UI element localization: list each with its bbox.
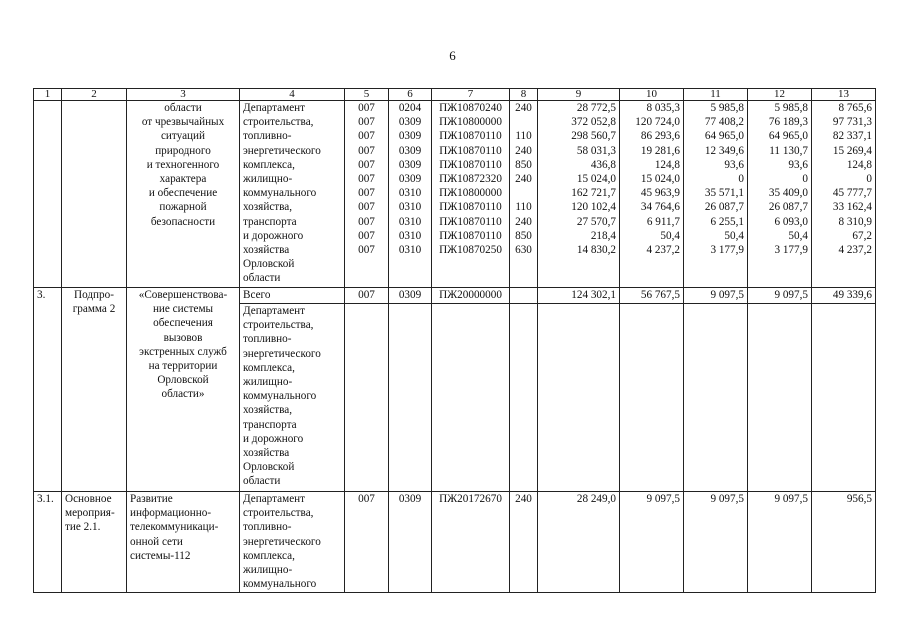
text-line: Департамент xyxy=(243,102,306,114)
text-line: хозяйства, xyxy=(243,201,293,214)
data-cell: ПЖ20000000 xyxy=(432,288,510,304)
value-line xyxy=(513,186,534,200)
value-line: 93,6 xyxy=(788,158,808,171)
value-line: 26 087,7 xyxy=(768,201,808,214)
value-line: 4 237,2 xyxy=(838,244,872,257)
text-line: энергетического xyxy=(243,347,321,360)
value-line: 3 177,9 xyxy=(710,244,744,257)
value-line: 50,4 xyxy=(788,229,808,242)
data-cell xyxy=(345,101,389,288)
executor-cell xyxy=(240,101,345,288)
text-line: Департамент xyxy=(243,493,306,505)
value-line: 007 xyxy=(358,130,375,143)
value-line: 82 337,1 xyxy=(832,130,872,143)
value-line: ПЖ10872320 xyxy=(439,173,502,186)
value-line: 007 xyxy=(358,116,375,129)
text-line: транспорта xyxy=(243,418,297,431)
text-line: энергетического xyxy=(243,144,321,157)
text-line: пожарной xyxy=(159,201,207,214)
value-line: 240 xyxy=(515,215,532,228)
value-line: 4 237,2 xyxy=(646,244,680,257)
value-line: 0309 xyxy=(398,144,422,157)
column-header: 2 xyxy=(62,89,127,101)
text-line: системы-112 xyxy=(130,549,191,562)
data-cell xyxy=(812,101,876,288)
column-header: 9 xyxy=(538,89,620,101)
value-line: 0310 xyxy=(398,187,422,200)
text-line: строительства, xyxy=(243,116,314,129)
executor-cell xyxy=(240,304,345,492)
program-title-cell xyxy=(127,492,240,593)
empty-cell xyxy=(684,304,748,492)
value-line: 93,6 xyxy=(724,158,744,171)
value-line: 124,8 xyxy=(654,158,680,171)
text-line: строительства, xyxy=(243,319,314,332)
data-cell: ПЖ20172670 xyxy=(432,492,510,593)
text-line: и дорожного xyxy=(243,432,304,445)
text-line: области xyxy=(243,272,281,285)
value-line: 007 xyxy=(358,144,375,157)
text-line: транспорта xyxy=(243,215,297,228)
value-line: 0204 xyxy=(398,102,422,114)
value-line: 8 310,9 xyxy=(838,215,872,228)
value-line: 8 765,6 xyxy=(838,102,872,114)
data-cell: 0309 xyxy=(389,492,432,593)
column-header: 7 xyxy=(432,89,510,101)
value-line: ПЖ10870240 xyxy=(439,102,502,114)
value-line: 110 xyxy=(515,130,532,143)
value-line: 120 724,0 xyxy=(635,116,680,129)
value-line: 11 130,7 xyxy=(769,144,808,157)
data-cell xyxy=(510,288,538,304)
data-cell: 007 xyxy=(345,492,389,593)
value-line: 14 830,2 xyxy=(576,244,616,257)
value-line: 630 xyxy=(515,244,532,257)
data-cell: 9 097,5 xyxy=(620,492,684,593)
value-line: 298 560,7 xyxy=(571,130,616,143)
text-line: от чрезвычайных xyxy=(141,116,225,129)
value-line: 8 035,3 xyxy=(646,102,680,114)
value-line: 3 177,9 xyxy=(774,244,808,257)
table-row xyxy=(34,492,876,593)
text-line: грамма 2 xyxy=(72,303,116,316)
value-line: 64 965,0 xyxy=(768,130,808,143)
data-cell: 240 xyxy=(510,492,538,593)
data-cell xyxy=(432,101,510,288)
text-line: ние системы xyxy=(152,303,214,316)
value-line: 45 777,7 xyxy=(832,187,872,200)
empty-cell xyxy=(510,304,538,492)
value-line: 0309 xyxy=(398,173,422,186)
value-line: 58 031,3 xyxy=(576,144,616,157)
value-line: 67,2 xyxy=(852,229,872,242)
value-line: 27 570,7 xyxy=(576,215,616,228)
text-line: коммунального xyxy=(243,578,317,591)
text-line: топливно- xyxy=(243,130,292,143)
value-line: ПЖ10870110 xyxy=(439,144,502,157)
text-line: экстренных служб xyxy=(139,345,227,358)
data-cell: 124 302,1 xyxy=(538,288,620,304)
page-number: 6 xyxy=(449,48,456,63)
text-line: строительства, xyxy=(243,507,314,520)
text-line: энергетического xyxy=(243,535,321,548)
value-line: 240 xyxy=(515,144,532,157)
value-line: 007 xyxy=(358,229,375,242)
row-number-cell: 3.1. xyxy=(34,492,62,593)
data-cell: 956,5 xyxy=(812,492,876,593)
value-line: 0 xyxy=(802,173,808,186)
text-line: онной сети xyxy=(130,535,183,548)
value-line: 372 052,8 xyxy=(571,116,616,129)
column-header: 13 xyxy=(812,89,876,101)
empty-cell xyxy=(345,304,389,492)
executor-cell xyxy=(240,492,345,593)
data-cell xyxy=(538,101,620,288)
text-line: топливно- xyxy=(243,333,292,346)
data-cell: 9 097,5 xyxy=(748,288,812,304)
empty-cell xyxy=(812,304,876,492)
text-line: хозяйства xyxy=(243,447,290,460)
text-line: «Совершенствова- xyxy=(138,289,228,301)
text-line: области xyxy=(243,475,281,488)
value-line: ПЖ10870110 xyxy=(439,130,502,143)
program-name-cell xyxy=(62,492,127,593)
value-line: 15 269,4 xyxy=(832,144,872,157)
program-name-cell xyxy=(62,288,127,492)
value-line: 77 408,2 xyxy=(704,116,744,129)
program-name-cell xyxy=(62,101,127,288)
total-label-cell: Всего xyxy=(240,288,345,304)
text-line: области xyxy=(164,102,202,114)
column-header: 8 xyxy=(510,89,538,101)
data-cell: 9 097,5 xyxy=(748,492,812,593)
value-line: 007 xyxy=(358,244,375,257)
value-line: 15 024,0 xyxy=(576,173,616,186)
text-line: комплекса, xyxy=(243,549,295,562)
value-line: 33 162,4 xyxy=(832,201,872,214)
value-line: 0309 xyxy=(398,130,422,143)
value-line: 007 xyxy=(358,187,375,200)
row-number-cell xyxy=(34,101,62,288)
text-line: комплекса, xyxy=(243,361,295,374)
value-line: 218,4 xyxy=(590,229,616,242)
value-line: 007 xyxy=(358,158,375,171)
data-cell: 9 097,5 xyxy=(684,492,748,593)
text-line: комплекса, xyxy=(243,158,295,171)
text-line: Орловской xyxy=(243,461,295,474)
value-line: ПЖ10870110 xyxy=(439,158,502,171)
value-line: 007 xyxy=(358,215,375,228)
value-line: 162 721,7 xyxy=(571,187,616,200)
text-line: информационно- xyxy=(130,507,212,520)
value-line: 34 764,6 xyxy=(640,201,680,214)
value-line: 850 xyxy=(515,158,532,171)
value-line: ПЖ10870110 xyxy=(439,201,502,214)
value-line: 26 087,7 xyxy=(704,201,744,214)
data-cell: 49 339,6 xyxy=(812,288,876,304)
empty-cell xyxy=(389,304,432,492)
value-line: 124,8 xyxy=(846,158,872,171)
column-header: 3 xyxy=(127,89,240,101)
data-cell xyxy=(389,101,432,288)
data-cell: 9 097,5 xyxy=(684,288,748,304)
value-line xyxy=(513,115,534,129)
empty-cell xyxy=(538,304,620,492)
value-line: 0309 xyxy=(398,158,422,171)
data-cell xyxy=(620,101,684,288)
text-line: жилищно- xyxy=(243,376,293,389)
value-line: 120 102,4 xyxy=(571,201,616,214)
value-line: 0310 xyxy=(398,215,422,228)
value-line: 0310 xyxy=(398,201,422,214)
empty-cell xyxy=(620,304,684,492)
text-line: области» xyxy=(161,388,205,401)
text-line: Основное xyxy=(65,493,112,505)
column-header: 5 xyxy=(345,89,389,101)
value-line: 007 xyxy=(358,201,375,214)
value-line: 5 985,8 xyxy=(774,102,808,114)
row-number-cell: 3. xyxy=(34,288,62,492)
budget-table xyxy=(33,88,876,593)
value-line: 0310 xyxy=(398,244,422,257)
value-line: 5 985,8 xyxy=(710,102,744,114)
text-line: телекоммуникаци- xyxy=(130,521,219,534)
table-row xyxy=(34,101,876,288)
value-line: 19 281,6 xyxy=(640,144,680,157)
program-title-cell xyxy=(127,101,240,288)
value-line: ПЖ10870250 xyxy=(439,244,502,257)
value-line: 436,8 xyxy=(590,158,616,171)
column-header: 4 xyxy=(240,89,345,101)
text-line: и обеспечение xyxy=(148,187,218,200)
column-header: 10 xyxy=(620,89,684,101)
column-header: 6 xyxy=(389,89,432,101)
value-line: 76 189,3 xyxy=(768,116,808,129)
value-line: 0310 xyxy=(398,229,422,242)
table-row xyxy=(34,288,876,304)
text-line: обеспечения xyxy=(153,317,213,330)
text-line: и дорожного xyxy=(243,229,304,242)
value-line: 6 093,0 xyxy=(774,215,808,228)
column-number-row xyxy=(34,89,876,101)
column-header: 11 xyxy=(684,89,748,101)
data-cell: 28 249,0 xyxy=(538,492,620,593)
value-line: 007 xyxy=(358,173,375,186)
value-line: 6 911,7 xyxy=(646,215,680,228)
value-line: 45 963,9 xyxy=(640,187,680,200)
text-line: Подпро- xyxy=(74,289,114,301)
value-line: ПЖ10870110 xyxy=(439,229,502,242)
value-line: 50,4 xyxy=(660,229,680,242)
text-line: безопасности xyxy=(150,215,216,228)
value-line: 64 965,0 xyxy=(704,130,744,143)
column-header: 12 xyxy=(748,89,812,101)
text-line: ситуаций xyxy=(160,130,206,143)
data-cell xyxy=(510,101,538,288)
empty-cell xyxy=(748,304,812,492)
value-line: 12 349,6 xyxy=(704,144,744,157)
value-line: ПЖ10870110 xyxy=(439,215,502,228)
text-line: хозяйства xyxy=(243,244,290,257)
text-line: и техногенного xyxy=(146,158,220,171)
text-line: тие 2.1. xyxy=(65,521,101,534)
text-line: Орловской xyxy=(243,258,295,271)
text-line: мероприя- xyxy=(65,507,115,520)
value-line: 0 xyxy=(738,173,744,186)
value-line: 6 255,1 xyxy=(710,215,744,228)
value-line: 240 xyxy=(515,102,532,114)
text-line: Департамент xyxy=(243,305,306,317)
value-line: 28 772,5 xyxy=(576,102,616,114)
text-line: топливно- xyxy=(243,521,292,534)
value-line: 240 xyxy=(515,173,532,186)
program-title-cell xyxy=(127,288,240,492)
value-line: 97 731,3 xyxy=(832,116,872,129)
data-cell: 007 xyxy=(345,288,389,304)
value-line: 850 xyxy=(515,229,532,242)
data-cell xyxy=(684,101,748,288)
text-line: на территории xyxy=(148,360,218,373)
value-line: 110 xyxy=(515,201,532,214)
text-line: хозяйства, xyxy=(243,404,293,417)
value-line: 35 571,1 xyxy=(704,187,744,200)
value-line: ПЖ10800000 xyxy=(439,187,502,200)
text-line: коммунального xyxy=(243,187,317,200)
value-line: 86 293,6 xyxy=(640,130,680,143)
text-line: вызовов xyxy=(163,331,203,344)
value-line: 0309 xyxy=(398,116,422,129)
value-line: 007 xyxy=(358,102,375,114)
text-line: Орловской xyxy=(157,374,209,387)
empty-cell xyxy=(432,304,510,492)
text-line: характера xyxy=(159,173,207,186)
data-cell xyxy=(748,101,812,288)
value-line: 35 409,0 xyxy=(768,187,808,200)
data-cell: 0309 xyxy=(389,288,432,304)
text-line: коммунального xyxy=(243,390,317,403)
text-line: Развитие xyxy=(130,493,173,505)
data-cell: 56 767,5 xyxy=(620,288,684,304)
value-line: 15 024,0 xyxy=(640,173,680,186)
column-header: 1 xyxy=(34,89,62,101)
text-line: жилищно- xyxy=(243,564,293,577)
value-line: 50,4 xyxy=(724,229,744,242)
text-line: жилищно- xyxy=(243,173,293,186)
value-line: ПЖ10800000 xyxy=(439,116,502,129)
value-line: 0 xyxy=(866,173,872,186)
text-line: природного xyxy=(155,144,211,157)
